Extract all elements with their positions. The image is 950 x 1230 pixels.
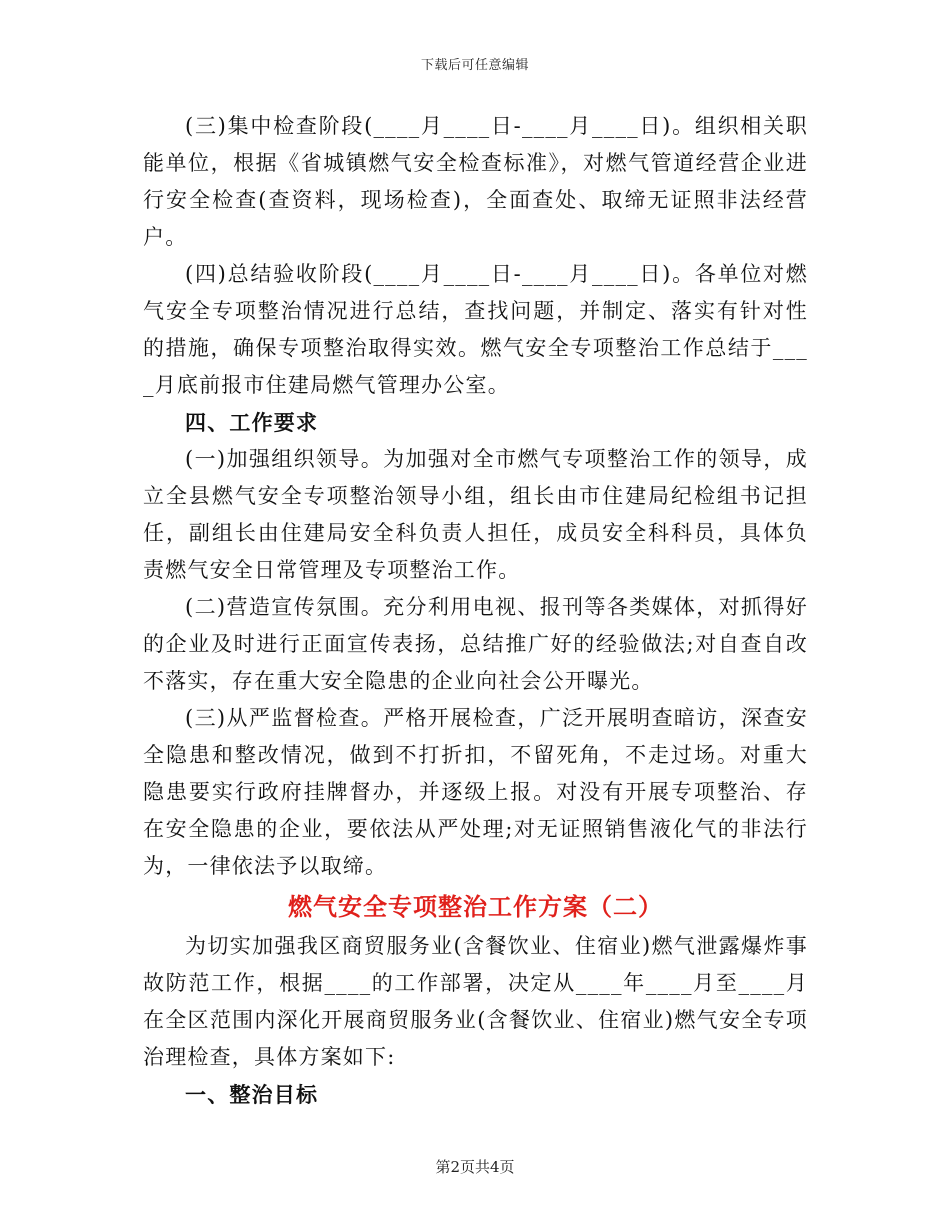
section-title: 燃气安全专项整治工作方案（二）	[288, 892, 663, 921]
heading-goals: 一、整治目标	[185, 1082, 319, 1107]
paragraph-plan-intro: 为切实加强我区商贸服务业(含餐饮业、住宿业)燃气泄露爆炸事故防范工作，根据____的工作部署，决定从____年____月至____月在全区范围内深化开展商贸服务业(含餐饮业、住宿业)燃气安全专项治理检查，具体方案如下:	[143, 934, 808, 1069]
paragraph-stage-four: (四)总结验收阶段(____月____日-____月____日)。各单位对燃气安全专项整治情况进行总结，查找问题，并制定、落实有针对性的措施，确保专项整治取得实效。燃气安全专项整治工作总结于____月底前报市住建局燃气管理办公室。	[143, 262, 808, 397]
page-number: 第2页共4页	[435, 1158, 515, 1176]
paragraph-stage-three: (三)集中检查阶段(____月____日-____月____日)。组织相关职能单位，根据《省城镇燃气安全检查标准》，对燃气管道经营企业进行安全检查(查资料，现场检查)，全面查处、取缔无证照非法经营户。	[143, 114, 808, 249]
header-note: 下载后可任意编辑	[420, 58, 529, 73]
paragraph-requirement-two: (二)营造宣传氛围。充分利用电视、报刊等各类媒体，对抓得好的企业及时进行正面宣传表扬，总结推广好的经验做法;对自查自改不落实，存在重大安全隐患的企业向社会公开曝光。	[143, 595, 808, 693]
heading-work-requirements: 四、工作要求	[185, 410, 319, 435]
paragraph-requirement-one: (一)加强组织领导。为加强对全市燃气专项整治工作的领导，成立全县燃气安全专项整治领导小组，组长由市住建局纪检组书记担任，副组长由住建局安全科负责人担任，成员安全科科员，具体负责燃气安全日常管理及专项整治工作。	[143, 447, 808, 582]
paragraph-requirement-three: (三)从严监督检查。严格开展检查，广泛开展明查暗访，深查安全隐患和整改情况，做到不打折扣，不留死角，不走过场。对重大隐患要实行政府挂牌督办，并逐级上报。对没有开展专项整治、存在安全隐患的企业，要依法从严处理;对无证照销售液化气的非法行为，一律依法予以取缔。	[143, 706, 808, 878]
document-body	[143, 108, 808, 1113]
